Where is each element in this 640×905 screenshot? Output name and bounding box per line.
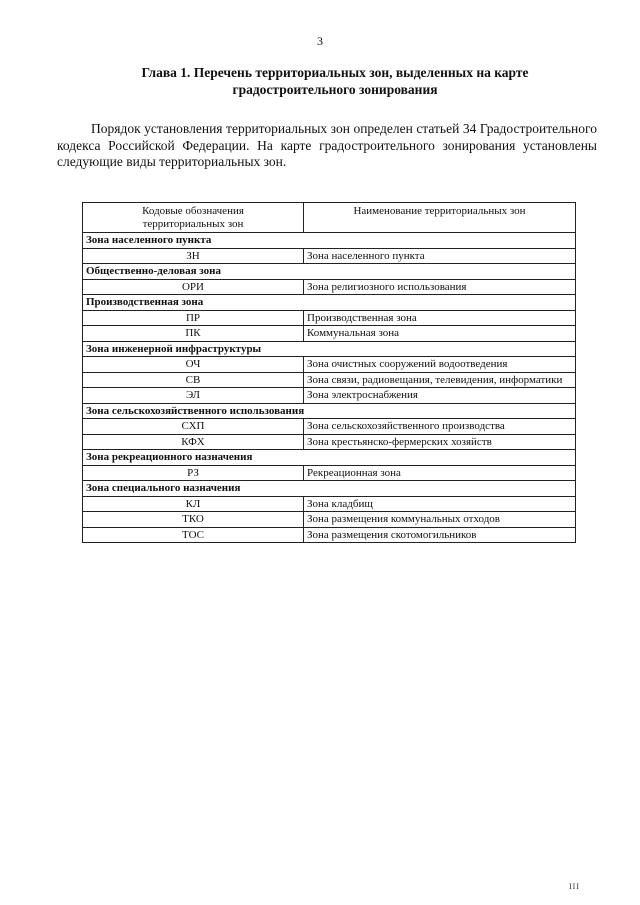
zone-group-row <box>83 264 576 280</box>
zone-code: ТОС <box>83 527 304 543</box>
zone-group-row <box>83 233 576 249</box>
zone-row <box>83 310 576 326</box>
zone-group-row <box>83 341 576 357</box>
header-code-line-2: территориальных зон <box>142 217 244 230</box>
header-code-line-1: Кодовые обозначения <box>142 205 244 217</box>
zone-name: Зона размещения коммунальных отходов <box>304 512 576 528</box>
zone-row <box>83 388 576 404</box>
zone-code: ТКО <box>83 512 304 528</box>
zone-name: Зона населенного пункта <box>304 248 576 264</box>
zone-code: РЗ <box>83 465 304 481</box>
zone-row <box>83 527 576 543</box>
intro-paragraph <box>57 121 597 171</box>
zone-row <box>83 248 576 264</box>
zone-group-title: Зона населенного пункта <box>83 233 576 249</box>
zone-row <box>83 326 576 342</box>
zone-group-row <box>83 403 576 419</box>
zone-group-title: Зона инженерной инфраструктуры <box>83 341 576 357</box>
zone-name: Зона связи, радиовещания, телевидения, информатики <box>304 372 576 388</box>
zone-group-title: Общественно-деловая зона <box>83 264 576 280</box>
chapter-title <box>90 64 580 98</box>
zone-group-row <box>83 450 576 466</box>
zone-code: ЗН <box>83 248 304 264</box>
zone-code: ПР <box>83 310 304 326</box>
chapter-title-line-2: градостроительного зонирования <box>232 82 438 97</box>
zone-name: Зона крестьянско-фермерских хозяйств <box>304 434 576 450</box>
zone-code: ОЧ <box>83 357 304 373</box>
zone-row <box>83 279 576 295</box>
scan-mark: III <box>569 882 580 891</box>
zone-name: Зона религиозного использования <box>304 279 576 295</box>
zone-name: Зона кладбищ <box>304 496 576 512</box>
zone-code: КЛ <box>83 496 304 512</box>
table-header-row <box>83 203 576 233</box>
zone-code: СХП <box>83 419 304 435</box>
zone-group-row <box>83 295 576 311</box>
zone-group-row <box>83 481 576 497</box>
zone-group-title: Зона специального назначения <box>83 481 576 497</box>
zone-code: СВ <box>83 372 304 388</box>
page-number: 3 <box>317 34 323 48</box>
zone-name: Рекреационная зона <box>304 465 576 481</box>
header-code-cell <box>83 203 304 233</box>
zone-row <box>83 434 576 450</box>
zone-code: КФХ <box>83 434 304 450</box>
zone-name: Зона сельскохозяйственного производства <box>304 419 576 435</box>
zone-code: ПК <box>83 326 304 342</box>
zone-group-title: Зона рекреационного назначения <box>83 450 576 466</box>
zone-group-title: Производственная зона <box>83 295 576 311</box>
zones-table <box>82 202 576 543</box>
zones-table-body <box>83 203 576 543</box>
zone-code: ЭЛ <box>83 388 304 404</box>
chapter-title-line-1: Глава 1. Перечень территориальных зон, выделенных на карте <box>141 65 529 80</box>
intro-text: Порядок установления территориальных зон определен статьей 34 Градостроительного кодекса Российской Федерации. На карте градостроительного зонирования установлены следующие виды территориальных зон. <box>57 121 597 169</box>
zone-name: Зона электроснабжения <box>304 388 576 404</box>
zone-name: Коммунальная зона <box>304 326 576 342</box>
zone-row <box>83 496 576 512</box>
header-name-cell: Наименование территориальных зон <box>304 203 576 233</box>
zone-row <box>83 419 576 435</box>
zone-row <box>83 512 576 528</box>
zone-name: Зона размещения скотомогильников <box>304 527 576 543</box>
zone-row <box>83 465 576 481</box>
zone-group-title: Зона сельскохозяйственного использования <box>83 403 576 419</box>
zone-row <box>83 372 576 388</box>
zone-row <box>83 357 576 373</box>
zone-name: Зона очистных сооружений водоотведения <box>304 357 576 373</box>
zone-name: Производственная зона <box>304 310 576 326</box>
zone-code: ОРИ <box>83 279 304 295</box>
